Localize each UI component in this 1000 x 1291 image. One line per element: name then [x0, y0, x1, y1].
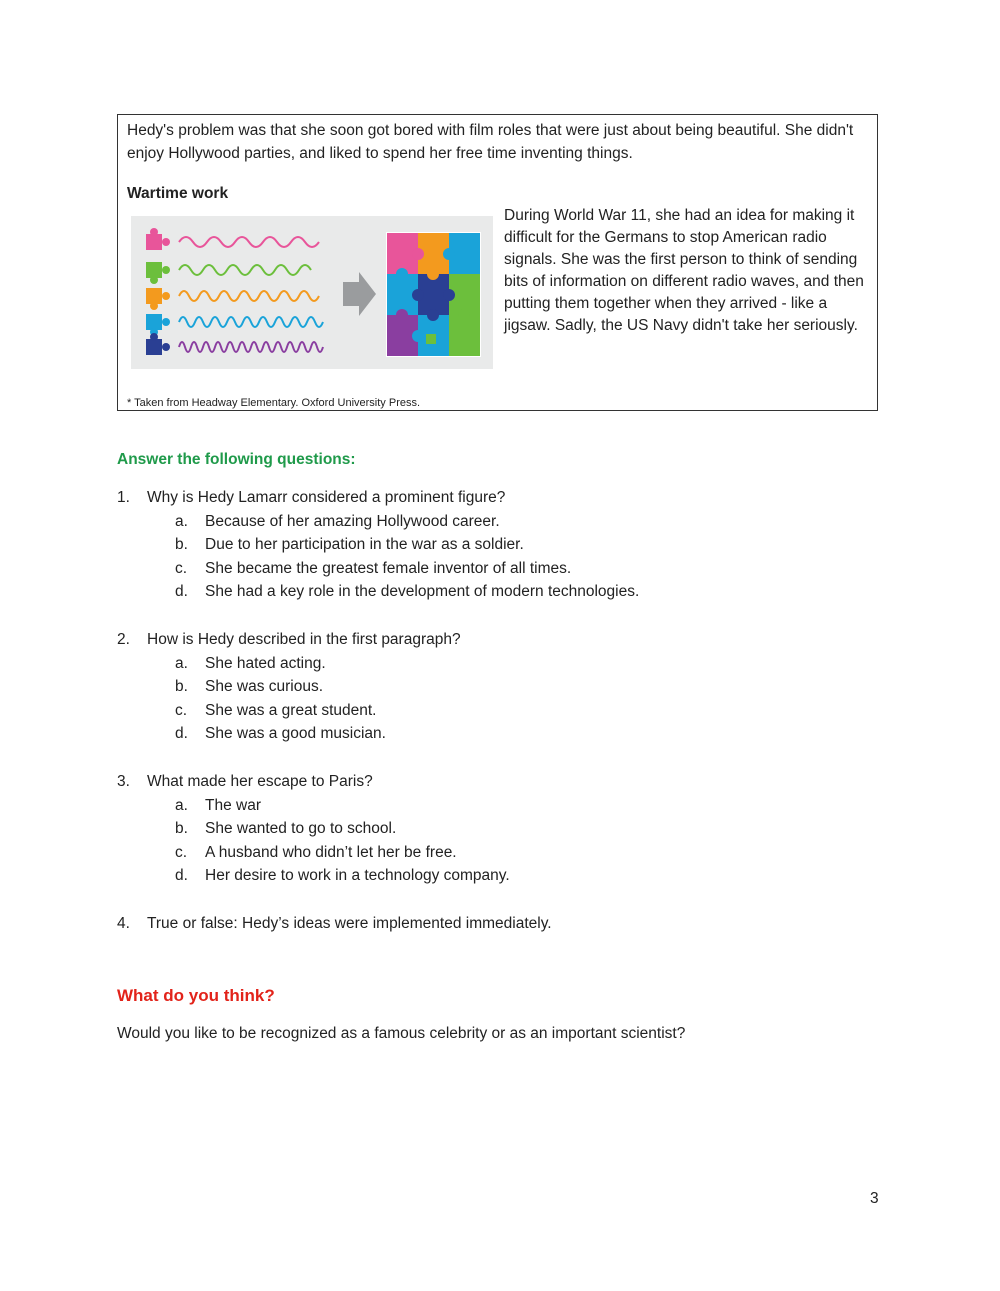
question-stem — [117, 628, 461, 652]
answer-option — [117, 580, 639, 604]
answer-option — [117, 510, 639, 534]
option-text: The war — [205, 796, 261, 814]
option-text: A husband who didn’t let her be free. — [205, 843, 457, 861]
option-letter: d. — [175, 725, 188, 742]
question-text: How is Hedy described in the first paragraph? — [147, 631, 461, 648]
question-number: 1. — [117, 489, 130, 506]
option-text: She was a great student. — [205, 701, 377, 719]
answer-option — [117, 817, 510, 841]
option-text: She wanted to go to school. — [205, 820, 397, 837]
option-letter: c. — [175, 559, 188, 577]
option-letter: a. — [175, 796, 188, 814]
answer-option — [117, 794, 510, 818]
question-stem — [117, 912, 552, 936]
reading-subheading: Wartime work — [127, 185, 229, 202]
question-1 — [117, 486, 639, 604]
reading-passage-box — [117, 114, 878, 411]
jigsaw-radio-waves-illustration — [131, 216, 493, 369]
option-text: She had a key role in the development of modern technologies. — [205, 583, 640, 600]
answer-option — [117, 533, 639, 557]
questions-heading: Answer the following questions: — [117, 451, 356, 468]
source-note: * Taken from Headway Elementary. Oxford University Press. — [127, 397, 421, 409]
option-letter: b. — [175, 678, 188, 695]
answer-option — [117, 675, 461, 699]
option-text: She was curious. — [205, 678, 324, 695]
think-prompt: Would you like to be recognized as a famous celebrity or as an important scientist? — [117, 1025, 686, 1042]
reading-paragraph-2: During World War 11, she had an idea for making it difficult for the Germans to stop American radio signals. She was the first person to think of sending bits of information on different radio waves, and then putting them together when they arrived - like a jigsaw. Sadly, the US Navy didn't take her seriously. — [504, 207, 864, 335]
option-letter: b. — [175, 536, 188, 553]
option-text: She hated acting. — [205, 654, 326, 672]
answer-options — [117, 794, 510, 888]
question-4 — [117, 912, 552, 936]
answer-options — [117, 510, 639, 604]
answer-options — [117, 652, 461, 746]
option-letter: c. — [175, 701, 188, 719]
answer-option — [117, 864, 510, 888]
question-number: 2. — [117, 631, 130, 648]
assembled-jigsaw-puzzle — [386, 232, 481, 357]
option-text: She was a good musician. — [205, 725, 386, 742]
question-text: What made her escape to Paris? — [147, 773, 373, 790]
question-number: 3. — [117, 773, 130, 790]
question-stem — [117, 486, 639, 510]
reading-paragraph-1: Hedy's problem was that she soon got bored with film roles that were just about being beautiful. She didn't enjoy Hollywood parties, and liked to spend her free time inventing things. — [127, 122, 854, 162]
option-text: Her desire to work in a technology company. — [205, 867, 510, 884]
page-number: 3 — [870, 1190, 879, 1207]
think-heading: What do you think? — [117, 986, 275, 1005]
answer-option — [117, 841, 510, 865]
answer-option — [117, 699, 461, 723]
answer-option — [117, 722, 461, 746]
answer-option — [117, 652, 461, 676]
question-2 — [117, 628, 461, 746]
option-text: Because of her amazing Hollywood career. — [205, 512, 500, 530]
option-text: She became the greatest female inventor of all times. — [205, 559, 572, 577]
question-stem — [117, 770, 510, 794]
question-3 — [117, 770, 510, 888]
option-letter: d. — [175, 867, 188, 884]
option-text: Due to her participation in the war as a soldier. — [205, 536, 524, 553]
option-letter: b. — [175, 820, 188, 837]
question-text: True or false: Hedy’s ideas were implemented immediately. — [147, 915, 552, 932]
option-letter: c. — [175, 843, 188, 861]
option-letter: d. — [175, 583, 188, 600]
question-number: 4. — [117, 915, 130, 932]
option-letter: a. — [175, 512, 188, 530]
option-letter: a. — [175, 654, 188, 672]
answer-option — [117, 557, 639, 581]
question-text: Why is Hedy Lamarr considered a prominent figure? — [147, 489, 506, 506]
